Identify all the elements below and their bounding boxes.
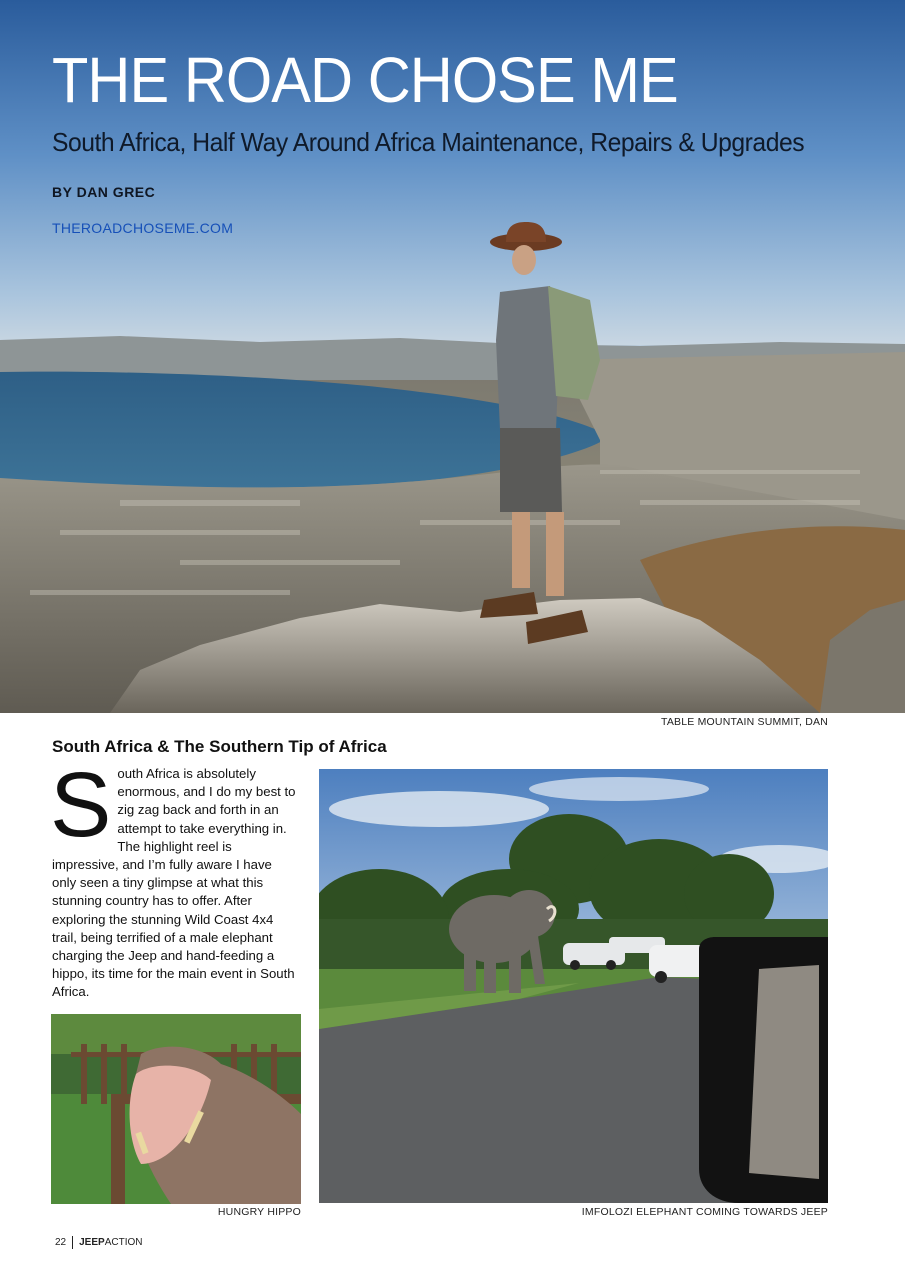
footer-divider <box>72 1236 73 1249</box>
publication-brand <box>79 1237 142 1248</box>
elephant-illustration <box>319 769 828 1203</box>
hippo-photo <box>51 1014 301 1204</box>
page-number: 22 <box>55 1237 67 1248</box>
author-byline: BY DAN GREC <box>52 184 156 200</box>
article-subtitle: South Africa, Half Way Around Africa Maintenance, Repairs & Upgrades <box>52 127 805 157</box>
hero-caption: TABLE MOUNTAIN SUMMIT, DAN <box>661 716 828 728</box>
article-body-text: outh Africa is absolutely enormous, and I do my best to zig zag back and forth in an attempt to take everything in. The highlight reel is impressive, and I’m fully aware I have only seen a tiny glimpse at what this stunning country has to offer. After exploring the stunning Wild Coast 4x4 trail, being terrified of a male elephant charging the Jeep and hand-feeding a hippo, its time for the main event in South Africa. <box>52 766 296 1000</box>
page-footer <box>55 1236 142 1249</box>
brand-bold: JEEP <box>79 1237 105 1248</box>
elephant-photo <box>319 769 828 1203</box>
drop-cap: S <box>50 754 112 856</box>
article-body <box>50 754 298 1002</box>
article-title: THE ROAD CHOSE ME <box>52 44 678 116</box>
section-heading: South Africa & The Southern Tip of Africa <box>52 737 387 756</box>
brand-light: ACTION <box>104 1237 143 1248</box>
elephant-caption: IMFOLOZI ELEPHANT COMING TOWARDS JEEP <box>581 1206 828 1218</box>
hippo-caption: HUNGRY HIPPO <box>217 1206 301 1218</box>
website-link[interactable]: THEROADCHOSEME.COM <box>52 220 234 236</box>
hippo-illustration <box>51 1014 301 1204</box>
